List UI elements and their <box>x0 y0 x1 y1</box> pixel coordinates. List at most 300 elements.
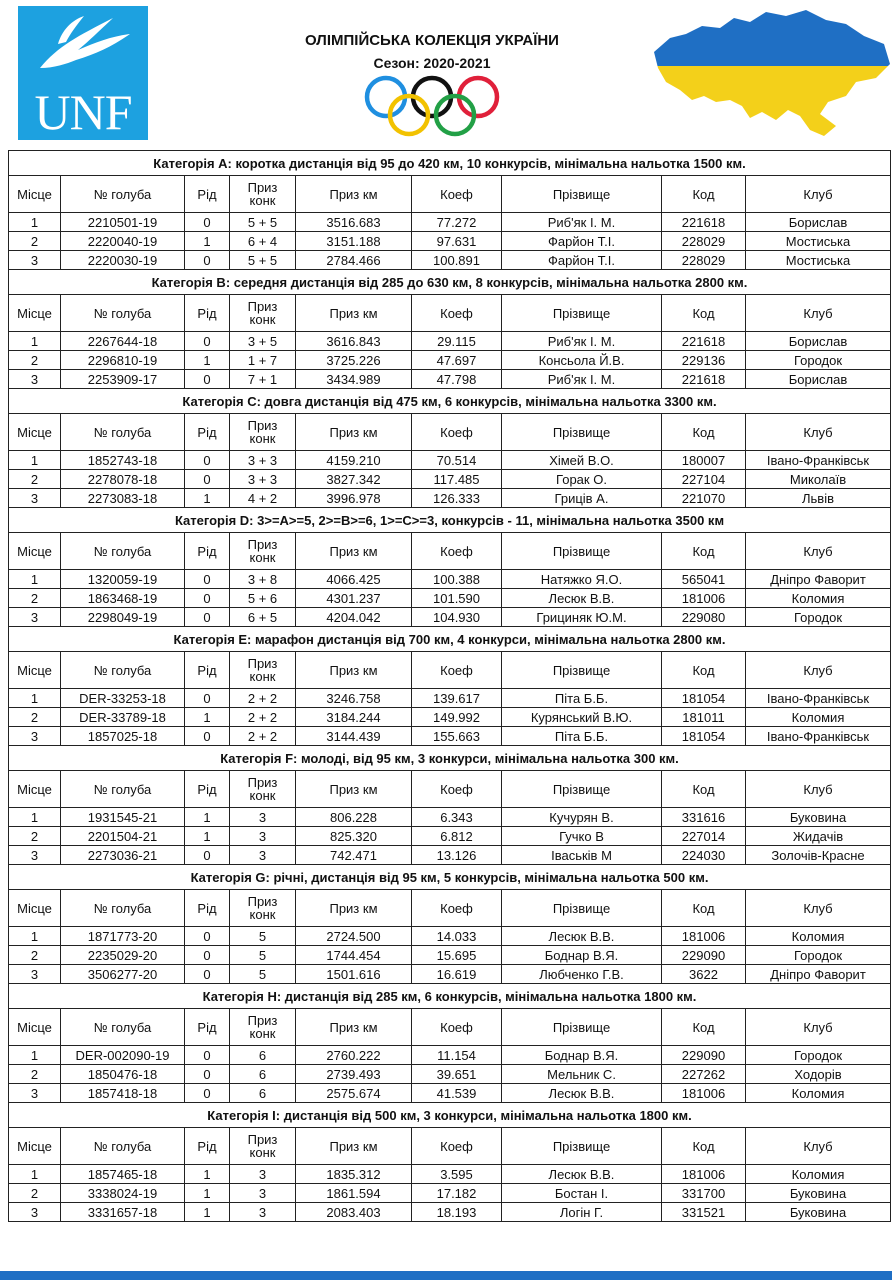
column-header-club: Клуб <box>746 652 891 689</box>
cell-surname: Фарйон Т.І. <box>502 251 662 270</box>
cell-pigeon-number: 2220040-19 <box>61 232 185 251</box>
column-header-club: Клуб <box>746 295 891 332</box>
category-title-row <box>9 746 891 771</box>
cell-sex: 0 <box>185 251 230 270</box>
cell-code: 3622 <box>662 965 746 984</box>
cell-sex: 1 <box>185 808 230 827</box>
cell-sex: 1 <box>185 1184 230 1203</box>
cell-code: 181006 <box>662 1165 746 1184</box>
category-title-row <box>9 984 891 1009</box>
category-title: Категорія Е: марафон дистанція від 700 км, 4 конкурси, мінімальна нальотка 2800 км. <box>9 627 891 652</box>
column-header-surname: Прізвище <box>502 414 662 451</box>
cell-code: 331700 <box>662 1184 746 1203</box>
table-row <box>9 1084 891 1103</box>
cell-place: 3 <box>9 251 61 270</box>
column-header-code: Код <box>662 295 746 332</box>
column-header-club: Клуб <box>746 771 891 808</box>
cell-prize-km: 3516.683 <box>296 213 412 232</box>
cell-code: 565041 <box>662 570 746 589</box>
cell-pigeon-number: DER-33789-18 <box>61 708 185 727</box>
cell-surname: Мельник С. <box>502 1065 662 1084</box>
cell-coefficient: 104.930 <box>412 608 502 627</box>
cell-prize-km: 825.320 <box>296 827 412 846</box>
season-label: Сезон: 2020-2021 <box>373 55 491 71</box>
cell-coefficient: 126.333 <box>412 489 502 508</box>
category-title: Категорія В: середня дистанція від 285 до 630 км, 8 конкурсів, мінімальна нальотка 2800 км. <box>9 270 891 295</box>
cell-coefficient: 41.539 <box>412 1084 502 1103</box>
cell-place: 3 <box>9 370 61 389</box>
cell-prize-contests: 6 <box>230 1046 296 1065</box>
cell-sex: 0 <box>185 689 230 708</box>
footer-bar <box>0 1271 892 1280</box>
cell-place: 1 <box>9 689 61 708</box>
cell-club: Дніпро Фаворит <box>746 965 891 984</box>
cell-prize-contests: 2 + 2 <box>230 727 296 746</box>
cell-sex: 0 <box>185 213 230 232</box>
cell-club: Івано-Франківськ <box>746 451 891 470</box>
column-header-row <box>9 771 891 808</box>
cell-surname: Курянський В.Ю. <box>502 708 662 727</box>
cell-club: Жидачів <box>746 827 891 846</box>
logo-text: UNF <box>34 84 132 140</box>
cell-coefficient: 101.590 <box>412 589 502 608</box>
cell-prize-contests: 4 + 2 <box>230 489 296 508</box>
column-header-surname: Прізвище <box>502 295 662 332</box>
cell-prize-contests: 3 <box>230 846 296 865</box>
cell-coefficient: 13.126 <box>412 846 502 865</box>
cell-sex: 0 <box>185 332 230 351</box>
cell-prize-km: 2760.222 <box>296 1046 412 1065</box>
column-header-row <box>9 295 891 332</box>
cell-code: 181006 <box>662 589 746 608</box>
cell-surname: Фарйон Т.І. <box>502 232 662 251</box>
column-header-prize-contests: Приз конк <box>230 414 296 451</box>
cell-place: 2 <box>9 708 61 727</box>
cell-coefficient: 117.485 <box>412 470 502 489</box>
cell-place: 2 <box>9 351 61 370</box>
cell-surname: Логін Г. <box>502 1203 662 1222</box>
cell-place: 2 <box>9 827 61 846</box>
cell-code: 181054 <box>662 689 746 708</box>
results-table-body <box>9 151 891 1222</box>
table-row <box>9 251 891 270</box>
column-header-code: Код <box>662 890 746 927</box>
cell-code: 229090 <box>662 1046 746 1065</box>
cell-code: 224030 <box>662 846 746 865</box>
column-header-coefficient: Коеф <box>412 414 502 451</box>
column-header-prize-km: Приз км <box>296 176 412 213</box>
cell-club: Борислав <box>746 332 891 351</box>
cell-surname: Лесюк В.В. <box>502 927 662 946</box>
cell-club: Золочів-Красне <box>746 846 891 865</box>
column-header-surname: Прізвище <box>502 1128 662 1165</box>
column-header-prize-contests: Приз конк <box>230 1009 296 1046</box>
cell-surname: Хімей В.О. <box>502 451 662 470</box>
column-header-pigeon-number: № голуба <box>61 1128 185 1165</box>
cell-surname: Кучурян В. <box>502 808 662 827</box>
column-header-pigeon-number: № голуба <box>61 652 185 689</box>
column-header-code: Код <box>662 771 746 808</box>
cell-coefficient: 77.272 <box>412 213 502 232</box>
table-row <box>9 1065 891 1084</box>
cell-surname: Лесюк В.В. <box>502 1084 662 1103</box>
column-header-row <box>9 533 891 570</box>
cell-club: Городок <box>746 946 891 965</box>
table-row <box>9 332 891 351</box>
cell-prize-km: 1744.454 <box>296 946 412 965</box>
column-header-sex: Рід <box>185 890 230 927</box>
cell-coefficient: 15.695 <box>412 946 502 965</box>
cell-prize-km: 2784.466 <box>296 251 412 270</box>
cell-prize-km: 1835.312 <box>296 1165 412 1184</box>
table-row <box>9 689 891 708</box>
table-row <box>9 589 891 608</box>
category-title: Категорія G: річні, дистанція від 95 км, 5 конкурсів, мінімальна нальотка 500 км. <box>9 865 891 890</box>
cell-pigeon-number: 1857418-18 <box>61 1084 185 1103</box>
table-row <box>9 1165 891 1184</box>
cell-place: 3 <box>9 846 61 865</box>
cell-sex: 0 <box>185 927 230 946</box>
cell-pigeon-number: 1857025-18 <box>61 727 185 746</box>
category-title-row <box>9 1103 891 1128</box>
cell-club: Івано-Франківськ <box>746 689 891 708</box>
cell-sex: 1 <box>185 351 230 370</box>
cell-prize-contests: 3 <box>230 1203 296 1222</box>
cell-sex: 0 <box>185 589 230 608</box>
cell-pigeon-number: 1863468-19 <box>61 589 185 608</box>
cell-prize-km: 3434.989 <box>296 370 412 389</box>
cell-code: 227262 <box>662 1065 746 1084</box>
cell-club: Коломия <box>746 927 891 946</box>
cell-code: 229080 <box>662 608 746 627</box>
column-header-prize-km: Приз км <box>296 890 412 927</box>
cell-coefficient: 155.663 <box>412 727 502 746</box>
cell-sex: 0 <box>185 965 230 984</box>
category-title-row <box>9 865 891 890</box>
column-header-prize-km: Приз км <box>296 533 412 570</box>
column-header-prize-km: Приз км <box>296 652 412 689</box>
cell-club: Дніпро Фаворит <box>746 570 891 589</box>
cell-coefficient: 3.595 <box>412 1165 502 1184</box>
column-header-code: Код <box>662 1128 746 1165</box>
cell-prize-km: 2724.500 <box>296 927 412 946</box>
column-header-code: Код <box>662 176 746 213</box>
column-header-surname: Прізвище <box>502 890 662 927</box>
column-header-sex: Рід <box>185 771 230 808</box>
cell-coefficient: 14.033 <box>412 927 502 946</box>
cell-surname: Іваськів М <box>502 846 662 865</box>
column-header-pigeon-number: № голуба <box>61 295 185 332</box>
cell-coefficient: 29.115 <box>412 332 502 351</box>
cell-surname: Риб'як І. М. <box>502 332 662 351</box>
table-row <box>9 370 891 389</box>
cell-place: 3 <box>9 1084 61 1103</box>
cell-coefficient: 6.812 <box>412 827 502 846</box>
cell-pigeon-number: 2273036-21 <box>61 846 185 865</box>
cell-sex: 0 <box>185 1065 230 1084</box>
column-header-sex: Рід <box>185 414 230 451</box>
cell-sex: 0 <box>185 451 230 470</box>
table-row <box>9 946 891 965</box>
cell-club: Городок <box>746 351 891 370</box>
cell-code: 181011 <box>662 708 746 727</box>
cell-club: Борислав <box>746 213 891 232</box>
cell-coefficient: 17.182 <box>412 1184 502 1203</box>
column-header-club: Клуб <box>746 533 891 570</box>
cell-club: Коломия <box>746 1084 891 1103</box>
cell-pigeon-number: 2273083-18 <box>61 489 185 508</box>
table-row <box>9 489 891 508</box>
cell-prize-contests: 5 <box>230 965 296 984</box>
cell-prize-km: 4066.425 <box>296 570 412 589</box>
column-header-row <box>9 652 891 689</box>
category-title: Категорія І: дистанція від 500 км, 3 конкурси, мінімальна нальотка 1800 км. <box>9 1103 891 1128</box>
table-row <box>9 927 891 946</box>
column-header-prize-km: Приз км <box>296 295 412 332</box>
column-header-prize-contests: Приз конк <box>230 652 296 689</box>
cell-club: Ходорів <box>746 1065 891 1084</box>
column-header-row <box>9 176 891 213</box>
cell-pigeon-number: 2298049-19 <box>61 608 185 627</box>
dove-icon <box>18 6 148 96</box>
cell-prize-contests: 5 <box>230 946 296 965</box>
column-header-place: Місце <box>9 1009 61 1046</box>
cell-sex: 1 <box>185 708 230 727</box>
cell-code: 181006 <box>662 1084 746 1103</box>
table-row <box>9 1046 891 1065</box>
column-header-sex: Рід <box>185 652 230 689</box>
category-title-row <box>9 508 891 533</box>
column-header-prize-contests: Приз конк <box>230 771 296 808</box>
column-header-place: Місце <box>9 1128 61 1165</box>
table-row <box>9 470 891 489</box>
column-header-coefficient: Коеф <box>412 652 502 689</box>
cell-surname: Боднар В.Я. <box>502 1046 662 1065</box>
cell-prize-km: 3184.244 <box>296 708 412 727</box>
cell-coefficient: 11.154 <box>412 1046 502 1065</box>
cell-place: 2 <box>9 1184 61 1203</box>
category-title-row <box>9 389 891 414</box>
cell-prize-contests: 3 <box>230 1165 296 1184</box>
column-header-coefficient: Коеф <box>412 295 502 332</box>
cell-sex: 0 <box>185 570 230 589</box>
cell-prize-km: 2575.674 <box>296 1084 412 1103</box>
cell-club: Мостиська <box>746 232 891 251</box>
unf-logo <box>18 6 148 140</box>
table-row <box>9 451 891 470</box>
category-title: Категорія С: довга дистанція від 475 км, 6 конкурсів, мінімальна нальотка 3300 км. <box>9 389 891 414</box>
cell-prize-contests: 5 <box>230 927 296 946</box>
cell-place: 3 <box>9 608 61 627</box>
column-header-sex: Рід <box>185 533 230 570</box>
cell-surname: Бостан І. <box>502 1184 662 1203</box>
column-header-row <box>9 414 891 451</box>
column-header-pigeon-number: № голуба <box>61 771 185 808</box>
cell-sex: 0 <box>185 470 230 489</box>
column-header-club: Клуб <box>746 176 891 213</box>
category-title-row <box>9 627 891 652</box>
column-header-place: Місце <box>9 176 61 213</box>
cell-pigeon-number: 2267644-18 <box>61 332 185 351</box>
cell-prize-contests: 3 + 8 <box>230 570 296 589</box>
column-header-prize-km: Приз км <box>296 1009 412 1046</box>
cell-sex: 0 <box>185 1046 230 1065</box>
cell-club: Буковина <box>746 1184 891 1203</box>
cell-code: 229136 <box>662 351 746 370</box>
column-header-sex: Рід <box>185 176 230 213</box>
cell-pigeon-number: 3338024-19 <box>61 1184 185 1203</box>
cell-prize-contests: 5 + 5 <box>230 251 296 270</box>
cell-pigeon-number: 3506277-20 <box>61 965 185 984</box>
cell-prize-km: 3725.226 <box>296 351 412 370</box>
cell-place: 1 <box>9 332 61 351</box>
column-header-prize-km: Приз км <box>296 414 412 451</box>
table-row <box>9 965 891 984</box>
cell-sex: 1 <box>185 232 230 251</box>
cell-sex: 1 <box>185 1203 230 1222</box>
cell-pigeon-number: 2201504-21 <box>61 827 185 846</box>
column-header-code: Код <box>662 533 746 570</box>
cell-prize-contests: 6 + 5 <box>230 608 296 627</box>
cell-surname: Лесюк В.В. <box>502 589 662 608</box>
column-header-surname: Прізвище <box>502 176 662 213</box>
cell-prize-km: 3246.758 <box>296 689 412 708</box>
cell-club: Буковина <box>746 808 891 827</box>
cell-club: Борислав <box>746 370 891 389</box>
cell-prize-contests: 1 + 7 <box>230 351 296 370</box>
column-header-prize-contests: Приз конк <box>230 533 296 570</box>
table-row <box>9 827 891 846</box>
column-header-coefficient: Коеф <box>412 1128 502 1165</box>
cell-prize-km: 3144.439 <box>296 727 412 746</box>
cell-pigeon-number: DER-002090-19 <box>61 1046 185 1065</box>
cell-pigeon-number: 1931545-21 <box>61 808 185 827</box>
cell-coefficient: 16.619 <box>412 965 502 984</box>
cell-coefficient: 139.617 <box>412 689 502 708</box>
cell-prize-km: 806.228 <box>296 808 412 827</box>
cell-sex: 0 <box>185 727 230 746</box>
cell-place: 3 <box>9 727 61 746</box>
cell-club: Городок <box>746 608 891 627</box>
cell-surname: Риб'як І. М. <box>502 213 662 232</box>
cell-place: 1 <box>9 808 61 827</box>
cell-place: 1 <box>9 213 61 232</box>
column-header-coefficient: Коеф <box>412 771 502 808</box>
column-header-place: Місце <box>9 533 61 570</box>
cell-code: 181006 <box>662 927 746 946</box>
category-title-row <box>9 270 891 295</box>
column-header-sex: Рід <box>185 1128 230 1165</box>
category-title: Категорія F: молоді, від 95 км, 3 конкурси, мінімальна нальотка 300 км. <box>9 746 891 771</box>
cell-prize-km: 3616.843 <box>296 332 412 351</box>
cell-club: Коломия <box>746 708 891 727</box>
cell-coefficient: 39.651 <box>412 1065 502 1084</box>
cell-sex: 1 <box>185 489 230 508</box>
cell-club: Миколаїв <box>746 470 891 489</box>
cell-surname: Гучко В <box>502 827 662 846</box>
cell-prize-contests: 5 + 6 <box>230 589 296 608</box>
document-title: ОЛІМПІЙСЬКА КОЛЕКЦІЯ УКРАЇНИ <box>305 32 559 49</box>
cell-prize-km: 2739.493 <box>296 1065 412 1084</box>
cell-code: 331521 <box>662 1203 746 1222</box>
cell-prize-km: 4159.210 <box>296 451 412 470</box>
column-header-prize-contests: Приз конк <box>230 1128 296 1165</box>
column-header-pigeon-number: № голуба <box>61 1009 185 1046</box>
cell-club: Івано-Франківськ <box>746 727 891 746</box>
column-header-club: Клуб <box>746 1128 891 1165</box>
column-header-club: Клуб <box>746 1009 891 1046</box>
category-title-row <box>9 151 891 176</box>
category-title: Категорія D: 3>=A>=5, 2>=B>=6, 1>=C>=3, конкурсів - 11, мінімальна нальотка 3500 км <box>9 508 891 533</box>
cell-prize-contests: 3 + 3 <box>230 470 296 489</box>
cell-coefficient: 6.343 <box>412 808 502 827</box>
table-row <box>9 846 891 865</box>
cell-prize-contests: 3 <box>230 808 296 827</box>
cell-pigeon-number: 2210501-19 <box>61 213 185 232</box>
cell-code: 221070 <box>662 489 746 508</box>
table-row <box>9 351 891 370</box>
cell-place: 2 <box>9 1065 61 1084</box>
column-header-pigeon-number: № голуба <box>61 890 185 927</box>
table-row <box>9 727 891 746</box>
column-header-surname: Прізвище <box>502 1009 662 1046</box>
cell-surname: Грициняк Ю.М. <box>502 608 662 627</box>
column-header-place: Місце <box>9 414 61 451</box>
cell-place: 3 <box>9 1203 61 1222</box>
cell-sex: 0 <box>185 608 230 627</box>
column-header-club: Клуб <box>746 890 891 927</box>
cell-pigeon-number: 2296810-19 <box>61 351 185 370</box>
column-header-row <box>9 1009 891 1046</box>
column-header-row <box>9 1128 891 1165</box>
cell-prize-contests: 2 + 2 <box>230 708 296 727</box>
cell-prize-km: 3151.188 <box>296 232 412 251</box>
table-row <box>9 213 891 232</box>
cell-sex: 0 <box>185 1084 230 1103</box>
column-header-prize-km: Приз км <box>296 1128 412 1165</box>
cell-coefficient: 100.891 <box>412 251 502 270</box>
category-title: Категорія А: коротка дистанція від 95 до 420 км, 10 конкурсів, мінімальна нальотка 1500 км. <box>9 151 891 176</box>
page-header <box>0 0 892 150</box>
column-header-sex: Рід <box>185 295 230 332</box>
cell-prize-contests: 3 <box>230 1184 296 1203</box>
cell-code: 227104 <box>662 470 746 489</box>
cell-place: 2 <box>9 946 61 965</box>
column-header-prize-km: Приз км <box>296 771 412 808</box>
cell-prize-km: 3827.342 <box>296 470 412 489</box>
column-header-prize-contests: Приз конк <box>230 890 296 927</box>
cell-pigeon-number: 2278078-18 <box>61 470 185 489</box>
column-header-row <box>9 890 891 927</box>
column-header-coefficient: Коеф <box>412 176 502 213</box>
column-header-club: Клуб <box>746 414 891 451</box>
cell-code: 221618 <box>662 332 746 351</box>
column-header-code: Код <box>662 414 746 451</box>
column-header-coefficient: Коеф <box>412 1009 502 1046</box>
cell-pigeon-number: 2253909-17 <box>61 370 185 389</box>
table-row <box>9 232 891 251</box>
cell-surname: Лесюк В.В. <box>502 1165 662 1184</box>
cell-place: 1 <box>9 1046 61 1065</box>
cell-surname: Любченко Г.В. <box>502 965 662 984</box>
column-header-prize-contests: Приз конк <box>230 176 296 213</box>
cell-sex: 0 <box>185 946 230 965</box>
cell-coefficient: 70.514 <box>412 451 502 470</box>
cell-pigeon-number: 1852743-18 <box>61 451 185 470</box>
cell-prize-km: 3996.978 <box>296 489 412 508</box>
cell-club: Городок <box>746 1046 891 1065</box>
cell-prize-km: 2083.403 <box>296 1203 412 1222</box>
